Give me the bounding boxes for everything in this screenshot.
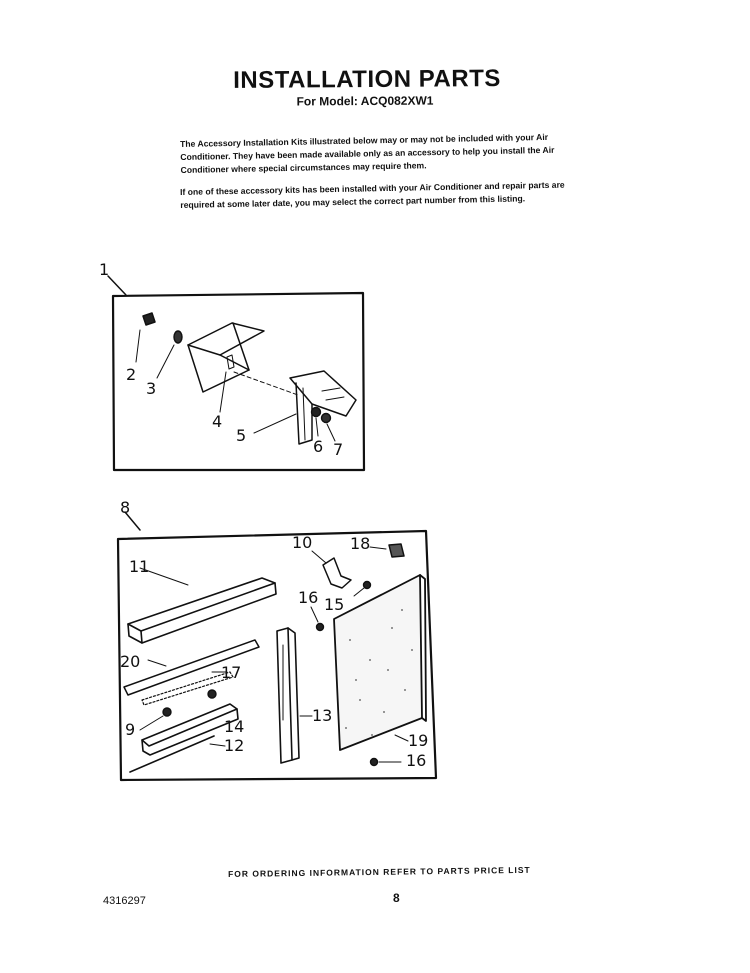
callout-part-18: 18 xyxy=(350,534,371,553)
intro-paragraph-1: The Accessory Installation Kits illustrated below may or may not be included with your Air Conditioner. They have been made available only as an accessory to help you install the Air Conditioner where special circumstances may require them. xyxy=(180,131,555,175)
callout-part-20: 20 xyxy=(120,652,141,671)
kit-8-pad-part-18 xyxy=(370,544,404,557)
kit-8-side-channel-part-13 xyxy=(277,628,312,763)
kit-8-top-channel-part-11 xyxy=(128,568,276,643)
callout-part-5: 5 xyxy=(236,426,247,445)
kit-8-screws-part-9 xyxy=(140,690,216,730)
callout-part-13: 13 xyxy=(312,706,333,725)
callout-part-11: 11 xyxy=(129,557,150,576)
callout-part-12: 12 xyxy=(224,736,245,755)
kit-1-cover-bracket-part-4 xyxy=(188,323,264,412)
callout-kit-8: 8 xyxy=(120,498,131,517)
document-number: 4316297 xyxy=(103,895,146,907)
callout-part-4: 4 xyxy=(212,412,223,431)
kit-8-panel-part-19 xyxy=(334,575,429,750)
callout-part-9: 9 xyxy=(125,720,136,739)
callout-part-17: 17 xyxy=(221,663,242,682)
kit-8-gasket-part-17 xyxy=(142,672,233,705)
kit-1-alignment-line xyxy=(234,372,298,395)
ordering-note: FOR ORDERING INFORMATION REFER TO PARTS PRICE LIST xyxy=(228,864,531,879)
model-number: For Model: ACQ082XW1 xyxy=(296,93,434,109)
callout-part-19: 19 xyxy=(408,731,429,750)
callout-part-15: 15 xyxy=(324,595,345,614)
kit-1-screw-part-2 xyxy=(136,313,155,362)
intro-paragraph-2: If one of these accessory kits has been installed with your Air Conditioner and repair parts are required at some later date, you may select the correct part number from this listing. xyxy=(180,179,565,210)
callout-part-6: 6 xyxy=(313,437,324,456)
callout-kit-1: 1 xyxy=(99,260,110,279)
callout-part-7: 7 xyxy=(333,440,344,459)
callout-part-10: 10 xyxy=(292,533,313,552)
callout-part-2: 2 xyxy=(126,365,137,384)
kit-1-l-bracket-part-5 xyxy=(254,371,356,444)
callout-part-3: 3 xyxy=(146,379,157,398)
kit-1-fasteners-part-6-7 xyxy=(312,408,336,442)
callout-part-14: 14 xyxy=(224,717,245,736)
page-title: INSTALLATION PARTS xyxy=(233,65,501,94)
callout-part-16-top: 16 xyxy=(298,588,319,607)
kit-8-small-bracket-part-10 xyxy=(312,551,351,588)
callout-part-16-bottom: 16 xyxy=(406,751,427,770)
kit-1-washer-part-3 xyxy=(157,331,182,378)
page-number: 8 xyxy=(393,891,400,905)
